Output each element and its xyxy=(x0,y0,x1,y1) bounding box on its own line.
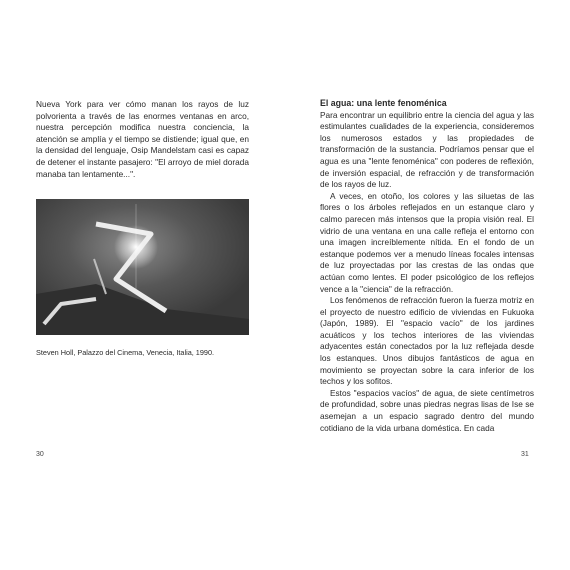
right-page xyxy=(285,0,570,570)
section-heading: El agua: una lente fenoménica xyxy=(320,98,447,108)
page-number-right: 31 xyxy=(521,451,529,458)
paragraph-3: Los fenómenos de refracción fueron la fuerza motriz en el proyecto de nuestro edificio de viviendas en Fukuoka (Japón, 1989). El "espacio vacío" de los jardines acuáticos y los techos interiores de las viviendas adyacentes están conectados por la luz reflejada desde los estanques. Unos dibujos fantásticos de agua en movimiento se proyectan sobre la cara inferior de los techos y los sofitos. xyxy=(320,295,534,387)
page-number-left: 30 xyxy=(36,451,44,458)
left-body-text xyxy=(36,99,249,180)
photo-palazzo-del-cinema xyxy=(36,199,249,335)
paragraph-4: Estos "espacios vacíos" de agua, de siete centímetros de profundidad, sobre unas piedras negras lisas de Ise se asemejan a un espacio sagrado dentro del mundo cotidiano de la vida urbana doméstica. En cada xyxy=(320,387,534,433)
paragraph-2: A veces, en otoño, los colores y las siluetas de las flores o los árboles reflejados en un estanque claro y calmo parecen más intensos que la propia visión real. El vidrio de una ventana en una calle refleja el entorno con una imagen increíblemente nítida. En el fondo de un estanque podemos ver a menudo líneas focales intensas de luz proyectadas por las crestas de las ondas que actúan como lentes. El poder psicológico de los reflejos vence a la "ciencia" de la refracción. xyxy=(320,190,534,294)
left-paragraph: Nueva York para ver cómo manan los rayos de luz polvorienta a través de las enormes ventanas en arco, nuestra percepción modifica nuestra conciencia, la atención se amplía y el tiempo se distiende; igual que, en la densidad del lenguaje, Osip Mandelstam casi es capaz de detener el instante pasajero: "El arroyo de miel dorada manaba tan lentamente...". xyxy=(36,99,249,179)
right-body-text xyxy=(320,98,534,434)
photo-image xyxy=(36,199,249,335)
photo-caption: Steven Holl, Palazzo del Cinema, Venecia, Italia, 1990. xyxy=(36,348,215,357)
paragraph-1: Para encontrar un equilibrio entre la ciencia del agua y las estimulantes cualidades de la experiencia, consideremos los numerosos estados y las propiedades de transformación de la sustancia. Podríamos pensar que el agua es una "lente fenoménica" con poderes de reflexión, de inversión espacial, de refracción y de transformación de los rayos de luz. xyxy=(320,109,534,190)
